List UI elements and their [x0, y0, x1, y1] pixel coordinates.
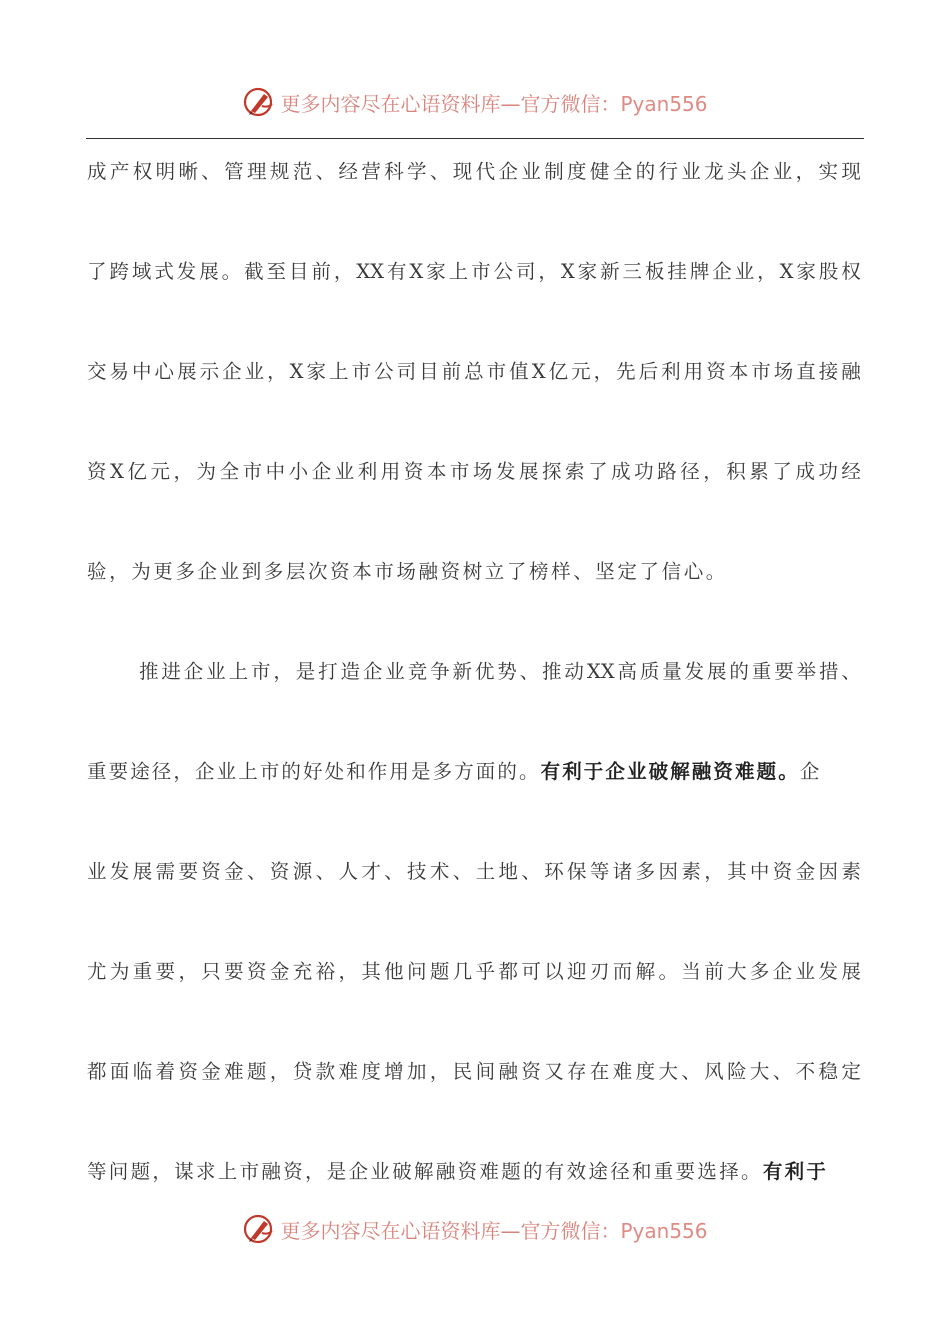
- text-line: 验，为更多企业到多层次资本市场融资树立了榜样、坚定了信心。: [87, 560, 728, 583]
- text-line-with-bold: 重要途径，企业上市的好处和作用是多方面的。有利于企业破解融资难题。企: [87, 760, 822, 783]
- pen-logo-icon: [242, 85, 276, 119]
- text-line: 都 面 临 着 资 金 难 题 ， 贷 款 难 度 增 加 ， 民 间 融 资 又 存 在 难 度 大 、 风 险 大 、 不 稳 定: [87, 1060, 861, 1083]
- text-line: 业 发 展 需 要 资 金 、 资 源 、 人 才 、 技 术 、 土 地 、 环 保 等 诸 多 因 素 ， 其 中 资 金 因 素: [87, 860, 861, 883]
- text-line: 尤 为 重 要 ， 只 要 资 金 充 裕 ， 其 他 问 题 几 乎 都 可 以 迎 刃 而 解 。 当 前 大 多 企 业 发 展: [87, 960, 861, 983]
- text-line: 资 X 亿 元 ， 为 全 市 中 小 企 业 利 用 资 本 市 场 发 展 探 索 了 成 功 路 径 ， 积 累 了 成 功 经: [87, 460, 861, 483]
- document-body: [87, 153, 861, 1253]
- header-divider: [86, 138, 864, 139]
- header-banner: [0, 84, 950, 120]
- wechat-id: Pyan556: [620, 91, 708, 116]
- text-line: 成 产 权 明 晰 、 管 理 规 范 、 经 营 科 学 、 现 代 企 业 制 度 健 全 的 行 业 龙 头 企 业 ， 实 现: [87, 160, 861, 183]
- pen-logo-icon: [242, 1212, 276, 1246]
- text-line-with-bold: 等问题，谋求上市融资，是企业破解融资难题的有效途径和重要选择。有利于: [87, 1160, 829, 1183]
- text-line: 了 跨 域 式 发 展 。 截 至 目 前 ， XX 有 X 家 上 市 公 司 ， X 家 新 三 板 挂 牌 企 业 ， X 家 股 权: [87, 260, 861, 283]
- footer-banner: [0, 1211, 950, 1247]
- wechat-id: Pyan556: [620, 1218, 708, 1243]
- banner-text: 更多内容尽在心语资料库—官方微信：Pyan556: [280, 1218, 708, 1243]
- banner-text: 更多内容尽在心语资料库—官方微信：Pyan556: [280, 91, 708, 116]
- text-line: 推 进 企 业 上 市 ， 是 打 造 企 业 竞 争 新 优 势 、 推 动 XX 高 质 量 发 展 的 重 要 举 措 、: [139, 660, 861, 683]
- bold-phrase: 有利于: [762, 1160, 829, 1183]
- bold-phrase: 有利于企业破解融资难题。: [540, 760, 800, 783]
- text-line: 交 易 中 心 展 示 企 业 ， X 家 上 市 公 司 目 前 总 市 值 X 亿 元 ， 先 后 利 用 资 本 市 场 直 接 融: [87, 360, 861, 383]
